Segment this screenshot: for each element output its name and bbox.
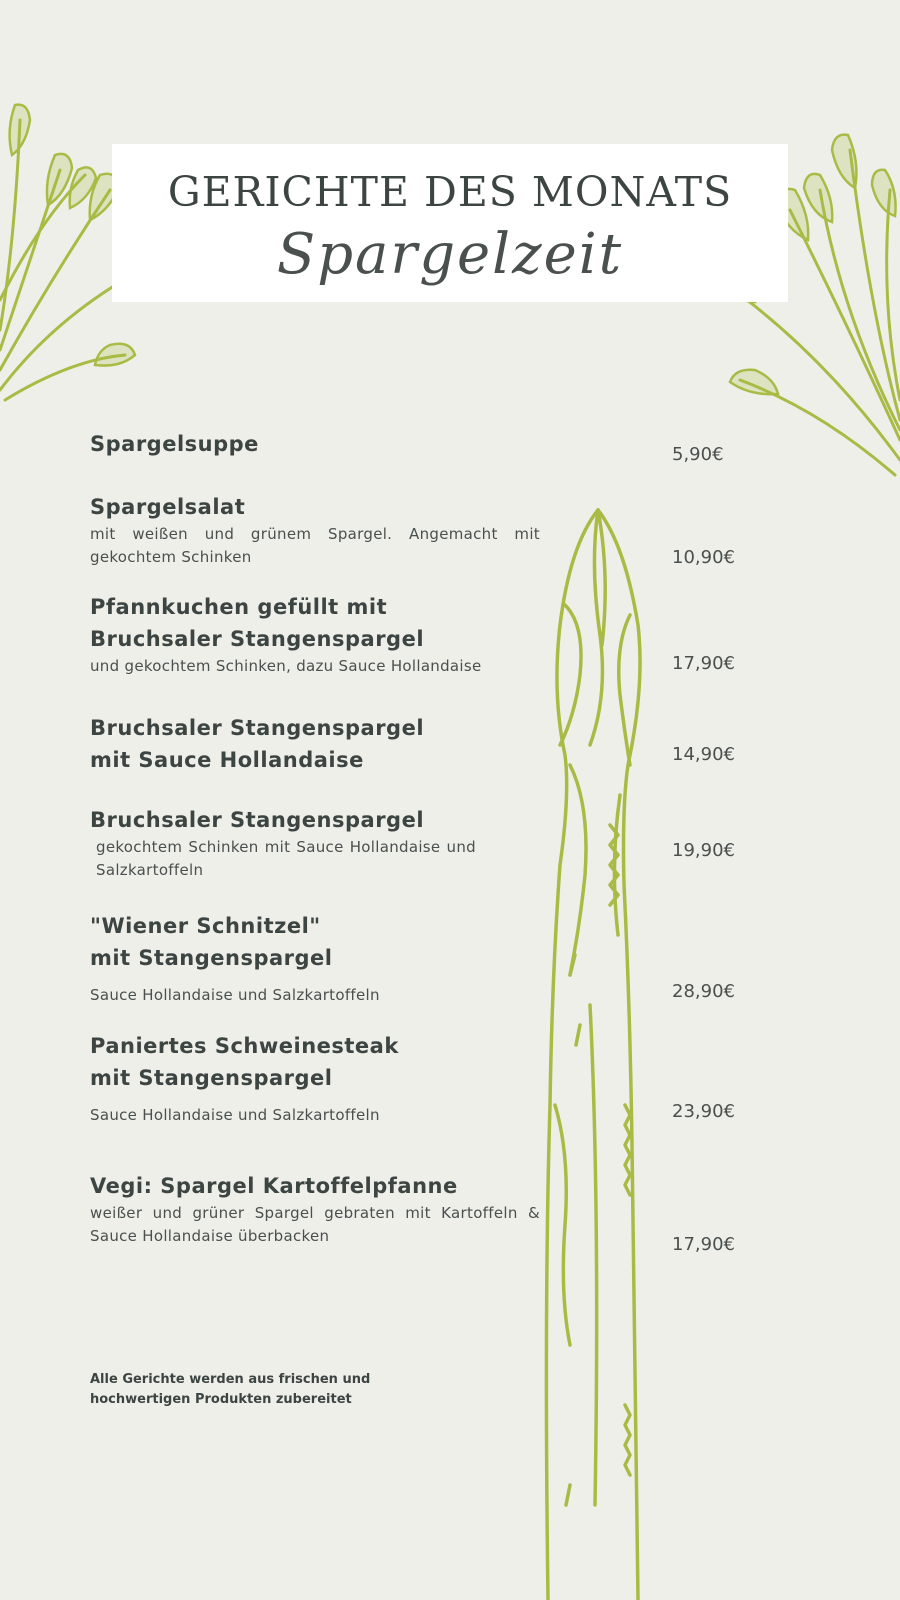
menu-item	[90, 428, 540, 460]
menu-item-price: 17,90€	[672, 1234, 735, 1255]
menu-item-description: Sauce Hollandaise und Salzkartoffeln	[90, 1106, 380, 1124]
menu-item-price: 23,90€	[672, 1101, 735, 1122]
menu-item-name: Bruchsaler Stangenspargel mit Sauce Hollandaise	[90, 716, 425, 772]
menu-item-name: Spargelsalat	[90, 495, 246, 519]
menu-item-name: Pfannkuchen gefüllt mit Bruchsaler Stangenspargel	[90, 595, 425, 651]
menu-item-description: gekochtem Schinken mit Sauce Hollandaise und Salzkartoffeln	[96, 838, 476, 879]
menu-item-price: 14,90€	[672, 744, 735, 765]
footer-note: Alle Gerichte werden aus frischen und hochwertigen Produkten zubereitet	[90, 1372, 371, 1407]
menu-item	[90, 1170, 540, 1248]
menu-item-price: 28,90€	[672, 981, 735, 1002]
menu-item	[90, 591, 540, 678]
menu-item-description: weißer und grüner Spargel gebraten mit Kartoffeln & Sauce Hollandaise überbacken	[90, 1204, 540, 1245]
menu-item-name: "Wiener Schnitzel" mit Stangenspargel	[90, 914, 333, 970]
menu-item-description: Sauce Hollandaise und Salzkartoffeln	[90, 986, 380, 1004]
menu-item-price: 17,90€	[672, 653, 735, 674]
menu-item-name: Vegi: Spargel Kartoffelpfanne	[90, 1174, 458, 1198]
menu-item-name: Bruchsaler Stangenspargel	[90, 808, 425, 832]
menu-item	[90, 712, 540, 776]
menu-item-price: 19,90€	[672, 840, 735, 861]
menu-item-name: Spargelsuppe	[90, 432, 259, 456]
menu-item	[90, 804, 540, 882]
menu-item	[90, 491, 540, 569]
menu-item-description: und gekochtem Schinken, dazu Sauce Hollandaise	[90, 657, 482, 675]
menu-item	[90, 1030, 540, 1127]
menu-item-description: mit weißen und grünem Spargel. Angemacht mit gekochtem Schinken	[90, 525, 540, 566]
page-title: GERICHTE DES MONATS	[167, 168, 733, 216]
menu-item-name: Paniertes Schweinesteak mit Stangenspargel	[90, 1034, 399, 1090]
menu-item	[90, 910, 540, 1007]
menu-item-price: 10,90€	[672, 547, 735, 568]
page-subtitle: Spargelzeit	[276, 222, 624, 287]
asparagus-spear-illustration	[530, 505, 670, 1600]
menu-item-price: 5,90€	[672, 444, 724, 465]
